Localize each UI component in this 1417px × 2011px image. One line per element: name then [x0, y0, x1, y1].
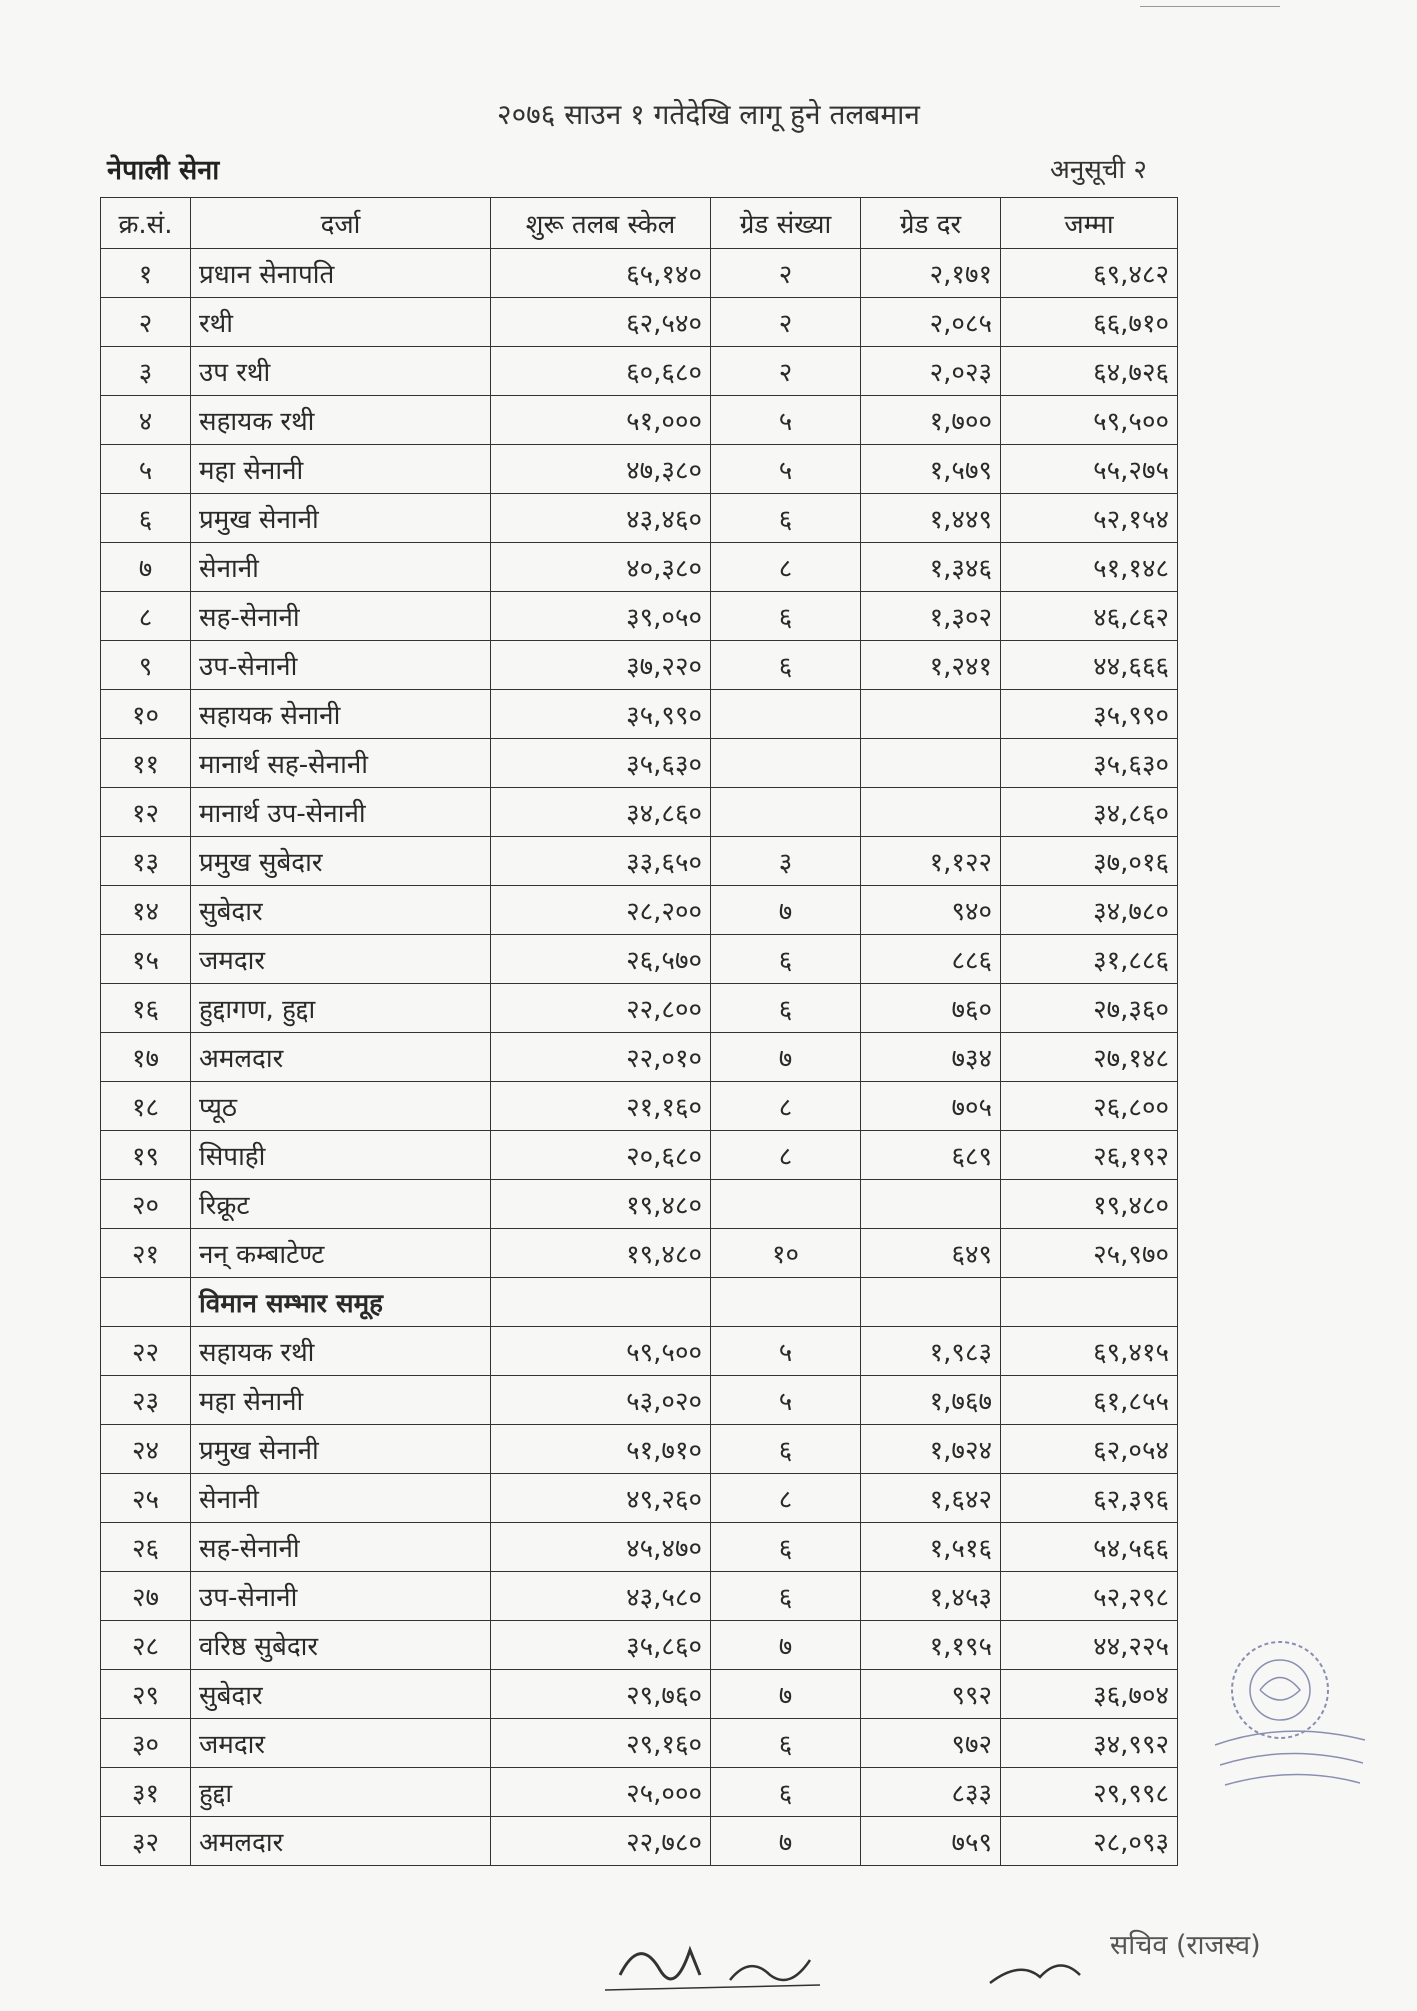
cell-rank: हुद्दा	[191, 1768, 491, 1817]
cell-grade-rate: १,७६७	[861, 1376, 1001, 1425]
cell-grade-count: २	[711, 249, 861, 298]
cell-rank: अमलदार	[191, 1817, 491, 1866]
cell-serial: १५	[101, 935, 191, 984]
cell-total: ६९,४८२	[1001, 249, 1178, 298]
cell-grade-rate: १,२४१	[861, 641, 1001, 690]
cell-serial: २८	[101, 1621, 191, 1670]
cell-grade-rate: १,३०२	[861, 592, 1001, 641]
cell-total: ३४,८६०	[1001, 788, 1178, 837]
table-row	[101, 1131, 1178, 1180]
cell-serial: १७	[101, 1033, 191, 1082]
table-row	[101, 1817, 1178, 1866]
header-start-scale: शुरू तलब स्केल	[491, 198, 711, 249]
cell-grade-count: ८	[711, 1131, 861, 1180]
cell-start-scale: ३३,६५०	[491, 837, 711, 886]
table-row	[101, 396, 1178, 445]
cell-rank: अमलदार	[191, 1033, 491, 1082]
cell-grade-rate	[861, 739, 1001, 788]
cell-total: १९,४८०	[1001, 1180, 1178, 1229]
cell-start-scale: २२,८००	[491, 984, 711, 1033]
cell-serial: ७	[101, 543, 191, 592]
cell-grade-rate: ९४०	[861, 886, 1001, 935]
table-row	[101, 739, 1178, 788]
cell-start-scale: ५३,०२०	[491, 1376, 711, 1425]
cell-serial: २५	[101, 1474, 191, 1523]
cell-serial: १३	[101, 837, 191, 886]
cell-grade-rate: १,९८३	[861, 1327, 1001, 1376]
cell-grade-count	[711, 788, 861, 837]
cell-grade-rate: १,७२४	[861, 1425, 1001, 1474]
table-row	[101, 1768, 1178, 1817]
cell-grade-rate: ७५९	[861, 1817, 1001, 1866]
cell-total: २६,८००	[1001, 1082, 1178, 1131]
cell-grade-count	[711, 1180, 861, 1229]
cell-start-scale: ४३,५८०	[491, 1572, 711, 1621]
cell-rank: हुद्दागण, हुद्दा	[191, 984, 491, 1033]
cell-serial: १६	[101, 984, 191, 1033]
cell-start-scale: ४०,३८०	[491, 543, 711, 592]
header-total: जम्मा	[1001, 198, 1178, 249]
cell-serial: ६	[101, 494, 191, 543]
cell-rank: सुबेदार	[191, 886, 491, 935]
cell-total: ४४,२२५	[1001, 1621, 1178, 1670]
table-row	[101, 1523, 1178, 1572]
cell-grade-count: ५	[711, 396, 861, 445]
table-body-general	[101, 249, 1178, 1278]
cell-start-scale: २६,५७०	[491, 935, 711, 984]
cell-grade-count: ३	[711, 837, 861, 886]
cell-total: ५२,१५४	[1001, 494, 1178, 543]
cell-total: ६४,७२६	[1001, 347, 1178, 396]
cell-rank: महा सेनानी	[191, 445, 491, 494]
group-heading-section	[101, 1278, 1178, 1327]
cell-serial: ५	[101, 445, 191, 494]
cell-total: ३१,८८६	[1001, 935, 1178, 984]
cell-rank: सेनानी	[191, 543, 491, 592]
cell-rank: उप रथी	[191, 347, 491, 396]
cell-start-scale: ३७,२२०	[491, 641, 711, 690]
cell-rank: प्यूठ	[191, 1082, 491, 1131]
annex-label: अनुसूची २	[1050, 155, 1147, 185]
cell-grade-rate: १,५१६	[861, 1523, 1001, 1572]
cell-grade-count: ८	[711, 1082, 861, 1131]
cell-rank: प्रमुख सुबेदार	[191, 837, 491, 886]
cell-grade-rate: २,१७१	[861, 249, 1001, 298]
cell-grade-count: ८	[711, 543, 861, 592]
cell-grade-rate: १,१२२	[861, 837, 1001, 886]
cell-grade-rate: १,५७९	[861, 445, 1001, 494]
cell-grade-rate: १,६४२	[861, 1474, 1001, 1523]
table-row	[101, 1474, 1178, 1523]
cell-grade-count: ६	[711, 592, 861, 641]
cell-total: ६६,७१०	[1001, 298, 1178, 347]
table-row	[101, 690, 1178, 739]
cell-start-scale: ३५,८६०	[491, 1621, 711, 1670]
cell-start-scale: ४७,३८०	[491, 445, 711, 494]
cell-grade-rate: ७३४	[861, 1033, 1001, 1082]
cell-rank: सहायक सेनानी	[191, 690, 491, 739]
cell-grade-count: ६	[711, 1425, 861, 1474]
cell-total: ३५,६३०	[1001, 739, 1178, 788]
table-row	[101, 984, 1178, 1033]
cell-start-scale: १९,४८०	[491, 1229, 711, 1278]
cell-grade-rate: ९९२	[861, 1670, 1001, 1719]
cell-start-scale: २८,२००	[491, 886, 711, 935]
table-row	[101, 1376, 1178, 1425]
group-heading: विमान सम्भार समूह	[191, 1278, 491, 1327]
table-row	[101, 1229, 1178, 1278]
cell-grade-rate: १,१९५	[861, 1621, 1001, 1670]
cell-start-scale: २२,०१०	[491, 1033, 711, 1082]
table-row	[101, 837, 1178, 886]
cell-grade-rate: १,४५३	[861, 1572, 1001, 1621]
cell-grade-count: १०	[711, 1229, 861, 1278]
cell-serial: ८	[101, 592, 191, 641]
cell-rank: सहायक रथी	[191, 396, 491, 445]
cell-total: ६१,८५५	[1001, 1376, 1178, 1425]
table-row	[101, 1621, 1178, 1670]
cell-grade-count: ७	[711, 886, 861, 935]
cell-total: २७,३६०	[1001, 984, 1178, 1033]
cell-serial: २०	[101, 1180, 191, 1229]
cell-start-scale: ४५,४७०	[491, 1523, 711, 1572]
table-row	[101, 1033, 1178, 1082]
table-row	[101, 788, 1178, 837]
cell-serial: २७	[101, 1572, 191, 1621]
table-row	[101, 1425, 1178, 1474]
cell-total: ५९,५००	[1001, 396, 1178, 445]
cell-start-scale: ३४,८६०	[491, 788, 711, 837]
cell-serial: २९	[101, 1670, 191, 1719]
cell-start-scale: ६०,६८०	[491, 347, 711, 396]
table-row	[101, 592, 1178, 641]
cell-total: ६२,३९६	[1001, 1474, 1178, 1523]
cell-serial: ३१	[101, 1768, 191, 1817]
cell-total: २६,१९२	[1001, 1131, 1178, 1180]
cell-total: ३५,९९०	[1001, 690, 1178, 739]
cell-rank: सिपाही	[191, 1131, 491, 1180]
cell-serial: २१	[101, 1229, 191, 1278]
cell-grade-rate: ७०५	[861, 1082, 1001, 1131]
table-row	[101, 543, 1178, 592]
cell-total: ५१,१४८	[1001, 543, 1178, 592]
cell-grade-count: ६	[711, 1572, 861, 1621]
cell-serial: १२	[101, 788, 191, 837]
cell-grade-rate	[861, 788, 1001, 837]
cell-total: २९,९९८	[1001, 1768, 1178, 1817]
cell-grade-rate: ८८६	[861, 935, 1001, 984]
cell-grade-rate: १,३४६	[861, 543, 1001, 592]
cell-grade-rate: ८३३	[861, 1768, 1001, 1817]
cell-rank: प्रमुख सेनानी	[191, 1425, 491, 1474]
cell-start-scale: २५,०००	[491, 1768, 711, 1817]
header-serial: क्र.सं.	[101, 198, 191, 249]
cell-grade-rate	[861, 690, 1001, 739]
cell-rank: सह-सेनानी	[191, 592, 491, 641]
cell-grade-count: ६	[711, 1719, 861, 1768]
table-row	[101, 494, 1178, 543]
cell-rank: सुबेदार	[191, 1670, 491, 1719]
cell-start-scale: ३५,६३०	[491, 739, 711, 788]
cell-serial: २३	[101, 1376, 191, 1425]
header-rank: दर्जा	[191, 198, 491, 249]
top-rule	[1140, 6, 1280, 7]
cell-serial: १८	[101, 1082, 191, 1131]
cell-total: ३४,७८०	[1001, 886, 1178, 935]
cell-grade-rate: ९७२	[861, 1719, 1001, 1768]
table-row	[101, 249, 1178, 298]
cell-serial: १४	[101, 886, 191, 935]
cell-total: ६२,०५४	[1001, 1425, 1178, 1474]
cell-grade-rate: १,४४९	[861, 494, 1001, 543]
cell-serial: १०	[101, 690, 191, 739]
cell-total: ५४,५६६	[1001, 1523, 1178, 1572]
cell-grade-rate: २,०२३	[861, 347, 1001, 396]
cell-serial: ३२	[101, 1817, 191, 1866]
cell-rank: सेनानी	[191, 1474, 491, 1523]
table-header-row	[101, 198, 1178, 249]
cell-start-scale: ३९,०५०	[491, 592, 711, 641]
cell-serial: ४	[101, 396, 191, 445]
table-row	[101, 641, 1178, 690]
table-row	[101, 886, 1178, 935]
table-row	[101, 1719, 1178, 1768]
cell-serial: ११	[101, 739, 191, 788]
cell-grade-count	[711, 739, 861, 788]
cell-rank: जमदार	[191, 935, 491, 984]
cell-total: ४६,८६२	[1001, 592, 1178, 641]
cell-start-scale: २०,६८०	[491, 1131, 711, 1180]
table-row	[101, 1670, 1178, 1719]
group-heading-row	[101, 1278, 1178, 1327]
cell-total: ५२,२९८	[1001, 1572, 1178, 1621]
table-body-aviation	[101, 1327, 1178, 1866]
table-row	[101, 1082, 1178, 1131]
cell-grade-count: ६	[711, 935, 861, 984]
cell-start-scale: ४३,४६०	[491, 494, 711, 543]
cell-rank: प्रमुख सेनानी	[191, 494, 491, 543]
cell-grade-count: ६	[711, 984, 861, 1033]
cell-grade-rate: ६४९	[861, 1229, 1001, 1278]
signature-label: सचिव (राजस्व)	[1110, 1930, 1261, 1961]
header-grade-count: ग्रेड संख्या	[711, 198, 861, 249]
cell-grade-count: ७	[711, 1817, 861, 1866]
cell-grade-count: ५	[711, 1376, 861, 1425]
cell-grade-rate	[861, 1180, 1001, 1229]
cell-start-scale: ४९,२६०	[491, 1474, 711, 1523]
cell-grade-count: ६	[711, 641, 861, 690]
cell-grade-count: ६	[711, 1768, 861, 1817]
cell-start-scale: ५१,०००	[491, 396, 711, 445]
cell-serial: २४	[101, 1425, 191, 1474]
cell-serial: ३	[101, 347, 191, 396]
cell-grade-count: ८	[711, 1474, 861, 1523]
cell-rank: मानार्थ सह-सेनानी	[191, 739, 491, 788]
cell-serial: २६	[101, 1523, 191, 1572]
organization-label: नेपाली सेना	[107, 155, 220, 186]
cell-total: २८,०९३	[1001, 1817, 1178, 1866]
header-grade-rate: ग्रेड दर	[861, 198, 1001, 249]
cell-grade-rate: २,०८५	[861, 298, 1001, 347]
cell-start-scale: ५९,५००	[491, 1327, 711, 1376]
cell-grade-count: ५	[711, 445, 861, 494]
cell-rank: जमदार	[191, 1719, 491, 1768]
cell-rank: रिक्रूट	[191, 1180, 491, 1229]
cell-start-scale: १९,४८०	[491, 1180, 711, 1229]
cell-rank: प्रधान सेनापति	[191, 249, 491, 298]
cell-grade-count: ५	[711, 1327, 861, 1376]
table-row	[101, 1327, 1178, 1376]
table-row	[101, 347, 1178, 396]
salary-table	[100, 197, 1178, 1866]
cell-start-scale: ५१,७१०	[491, 1425, 711, 1474]
cell-grade-rate: १,७००	[861, 396, 1001, 445]
cell-start-scale: ३५,९९०	[491, 690, 711, 739]
cell-serial: ३०	[101, 1719, 191, 1768]
cell-total: ३४,९९२	[1001, 1719, 1178, 1768]
cell-serial: ९	[101, 641, 191, 690]
cell-total: ३६,७०४	[1001, 1670, 1178, 1719]
cell-total: ४४,६६६	[1001, 641, 1178, 690]
cell-total: २७,१४८	[1001, 1033, 1178, 1082]
table-row	[101, 445, 1178, 494]
cell-start-scale: २१,१६०	[491, 1082, 711, 1131]
cell-grade-count: २	[711, 347, 861, 396]
cell-start-scale: २९,१६०	[491, 1719, 711, 1768]
cell-grade-count: ७	[711, 1621, 861, 1670]
cell-rank: मानार्थ उप-सेनानी	[191, 788, 491, 837]
cell-total: ३७,०१६	[1001, 837, 1178, 886]
cell-total: २५,९७०	[1001, 1229, 1178, 1278]
table-row	[101, 935, 1178, 984]
cell-grade-count: ६	[711, 494, 861, 543]
cell-rank: उप-सेनानी	[191, 1572, 491, 1621]
cell-grade-count: ७	[711, 1033, 861, 1082]
cell-total: ६९,४१५	[1001, 1327, 1178, 1376]
cell-serial: २	[101, 298, 191, 347]
table-row	[101, 1572, 1178, 1621]
cell-rank: महा सेनानी	[191, 1376, 491, 1425]
cell-rank: रथी	[191, 298, 491, 347]
cell-serial: १९	[101, 1131, 191, 1180]
cell-grade-count: ६	[711, 1523, 861, 1572]
cell-grade-count: ७	[711, 1670, 861, 1719]
cell-serial: १	[101, 249, 191, 298]
page-title: २०७६ साउन १ गतेदेखि लागू हुने तलबमान	[497, 98, 920, 131]
cell-total: ५५,२७५	[1001, 445, 1178, 494]
office-stamp	[1195, 1625, 1375, 1795]
cell-serial: २२	[101, 1327, 191, 1376]
cell-start-scale: ६२,५४०	[491, 298, 711, 347]
cell-grade-count: २	[711, 298, 861, 347]
cell-rank: उप-सेनानी	[191, 641, 491, 690]
cell-start-scale: २९,७६०	[491, 1670, 711, 1719]
cell-rank: सह-सेनानी	[191, 1523, 491, 1572]
cell-rank: नन् कम्बाटेण्ट	[191, 1229, 491, 1278]
cell-start-scale: ६५,१४०	[491, 249, 711, 298]
table-row	[101, 298, 1178, 347]
cell-grade-count	[711, 690, 861, 739]
cell-rank: सहायक रथी	[191, 1327, 491, 1376]
cell-rank: वरिष्ठ सुबेदार	[191, 1621, 491, 1670]
cell-grade-rate: ६८९	[861, 1131, 1001, 1180]
cell-start-scale: २२,७८०	[491, 1817, 711, 1866]
cell-grade-rate: ७६०	[861, 984, 1001, 1033]
table-row	[101, 1180, 1178, 1229]
